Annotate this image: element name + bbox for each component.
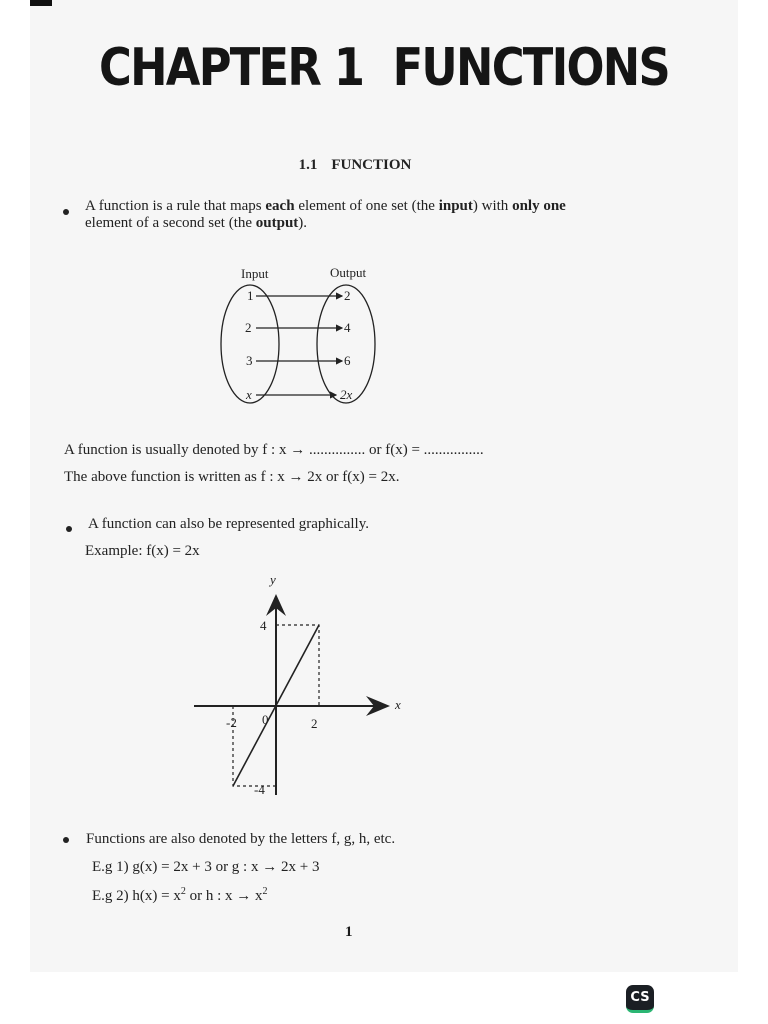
letters-bullet-text: Functions are also denoted by the letters f, g, h, etc.	[86, 831, 396, 847]
graph-example-label: Example: f(x) = 2x	[85, 543, 200, 559]
camscanner-badge: CS	[626, 985, 654, 1013]
notation-line-1: A function is usually denoted by f : x → ............... or f(x) = ................	[64, 442, 484, 458]
example-1: E.g 1) g(x) = 2x + 3 or g : x → 2x + 3	[92, 859, 320, 875]
tick-label-y-neg: -4	[254, 782, 265, 797]
tick-label-x-neg: -2	[226, 715, 237, 730]
origin-label: 0	[262, 712, 269, 727]
page-sheet	[30, 0, 738, 972]
definition-emphasis-only-one: only one	[512, 198, 566, 214]
example-2-text: or h : x → x	[185, 888, 263, 904]
page-number: 1	[345, 924, 353, 940]
tick-label-y-pos: 4	[260, 618, 267, 633]
definition-emphasis-input: input	[438, 198, 473, 214]
input-label: Input	[241, 266, 269, 281]
output-element: 2x	[340, 387, 353, 402]
section-title: FUNCTION	[331, 157, 412, 173]
bullet-dot	[66, 526, 72, 532]
section-heading	[0, 157, 710, 174]
definition-text: element of one set (the	[294, 198, 439, 214]
tick-label-x-pos: 2	[311, 716, 318, 731]
example-2: E.g 2) $h(x) = x^2$ or h : $x \to x^2$	[92, 886, 268, 904]
bullet-dot	[63, 209, 69, 215]
section-number: 1.1	[298, 157, 318, 173]
function-graph	[186, 570, 416, 800]
chapter-name: FUNCTIONS	[392, 38, 669, 98]
chapter-label: CHAPTER 1	[99, 38, 364, 98]
definition-line-2	[85, 215, 307, 232]
x-axis-label: x	[395, 697, 401, 712]
input-element: 3	[246, 353, 253, 368]
definition-text: ).	[298, 215, 308, 231]
bullet-dot	[63, 837, 69, 843]
definition-text: A function is a rule that maps	[85, 198, 266, 214]
input-element: x	[246, 387, 252, 402]
definition-emphasis-each: each	[265, 198, 295, 214]
definition-line-1	[85, 198, 566, 215]
definition-text: element of a second set (the	[85, 215, 256, 231]
example-2-text: E.g 2) h(x) = x	[92, 888, 181, 904]
chapter-title	[54, 38, 714, 98]
output-element: 4	[344, 320, 351, 335]
output-element: 2	[344, 288, 351, 303]
notation-line-2: The above function is written as f : x → 2x or f(x) = 2x.	[64, 469, 400, 485]
corner-mark	[30, 0, 52, 6]
mapping-diagram	[210, 262, 390, 412]
y-axis-label: y	[270, 572, 276, 587]
output-label: Output	[330, 265, 367, 280]
definition-emphasis-output: output	[255, 215, 299, 231]
graphical-bullet-text: A function can also be represented graphically.	[88, 516, 370, 532]
input-element: 1	[247, 288, 254, 303]
definition-text: ) with	[472, 198, 513, 214]
input-element: 2	[245, 320, 252, 335]
output-element: 6	[344, 353, 351, 368]
